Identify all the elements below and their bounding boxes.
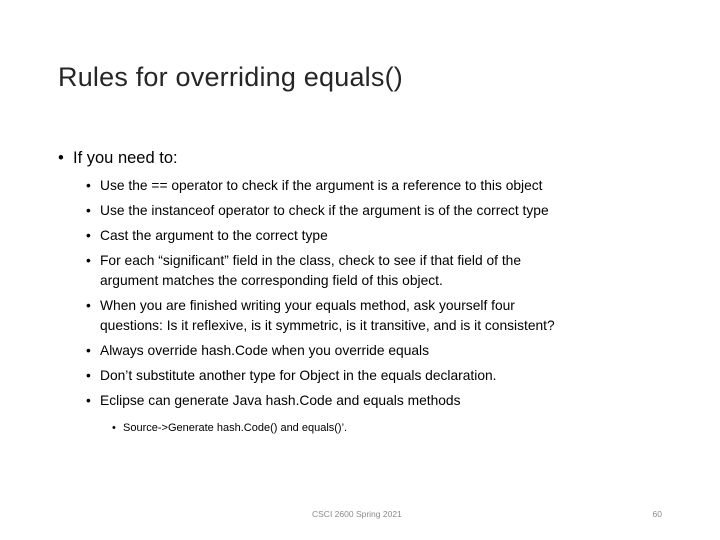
bullet-glyph: • — [86, 368, 91, 383]
intro-text: If you need to: — [73, 149, 178, 167]
list-item — [86, 341, 686, 361]
list-item — [86, 366, 686, 386]
intro-bullet-item — [58, 149, 178, 168]
list-item-text: For each “significant” field in the class, check to see if that field of the — [100, 253, 522, 268]
bullet-glyph: • — [86, 178, 91, 193]
sub-item-text: Source->Generate hash.Code() and equals()’. — [123, 422, 348, 434]
bullet-glyph: • — [86, 253, 91, 268]
list-item — [86, 201, 686, 221]
page-number: 60 — [652, 509, 662, 519]
list-item-text: When you are finished writing your equals method, ask yourself four — [100, 298, 515, 313]
list-item-text-cont: questions: Is it reflexive, is it symmetric, is it transitive, and is it consistent? — [100, 318, 555, 333]
sub-bullet-item — [112, 422, 347, 434]
list-item-text: Use the == operator to check if the argument is a reference to this object — [100, 178, 543, 193]
list-item-text: Always override hash.Code when you override equals — [100, 343, 430, 358]
bullet-glyph: • — [86, 343, 91, 358]
bullet-glyph: • — [86, 393, 91, 408]
bullet-glyph: • — [86, 298, 91, 313]
list-item-text: Don’t substitute another type for Object in the equals declaration. — [100, 368, 497, 383]
slide-title: Rules for overriding equals() — [58, 62, 403, 92]
footer-course: CSCI 2600 Spring 2021 — [312, 509, 402, 519]
list-item — [86, 226, 686, 246]
list-item — [86, 251, 686, 291]
list-item — [86, 176, 686, 196]
list-item — [86, 296, 686, 336]
bullet-glyph: • — [112, 422, 116, 434]
list-item-text: Use the instanceof operator to check if the argument is of the correct type — [100, 203, 549, 218]
bullet-glyph: • — [86, 228, 91, 243]
list-item-text: Cast the argument to the correct type — [100, 228, 328, 243]
bullet-glyph: • — [58, 149, 64, 167]
bullet-glyph: • — [86, 203, 91, 218]
list-item-text: Eclipse can generate Java hash.Code and equals methods — [100, 393, 461, 408]
list-item-text-cont: argument matches the corresponding field of this object. — [100, 273, 443, 288]
rules-list — [86, 176, 686, 416]
list-item — [86, 391, 686, 411]
